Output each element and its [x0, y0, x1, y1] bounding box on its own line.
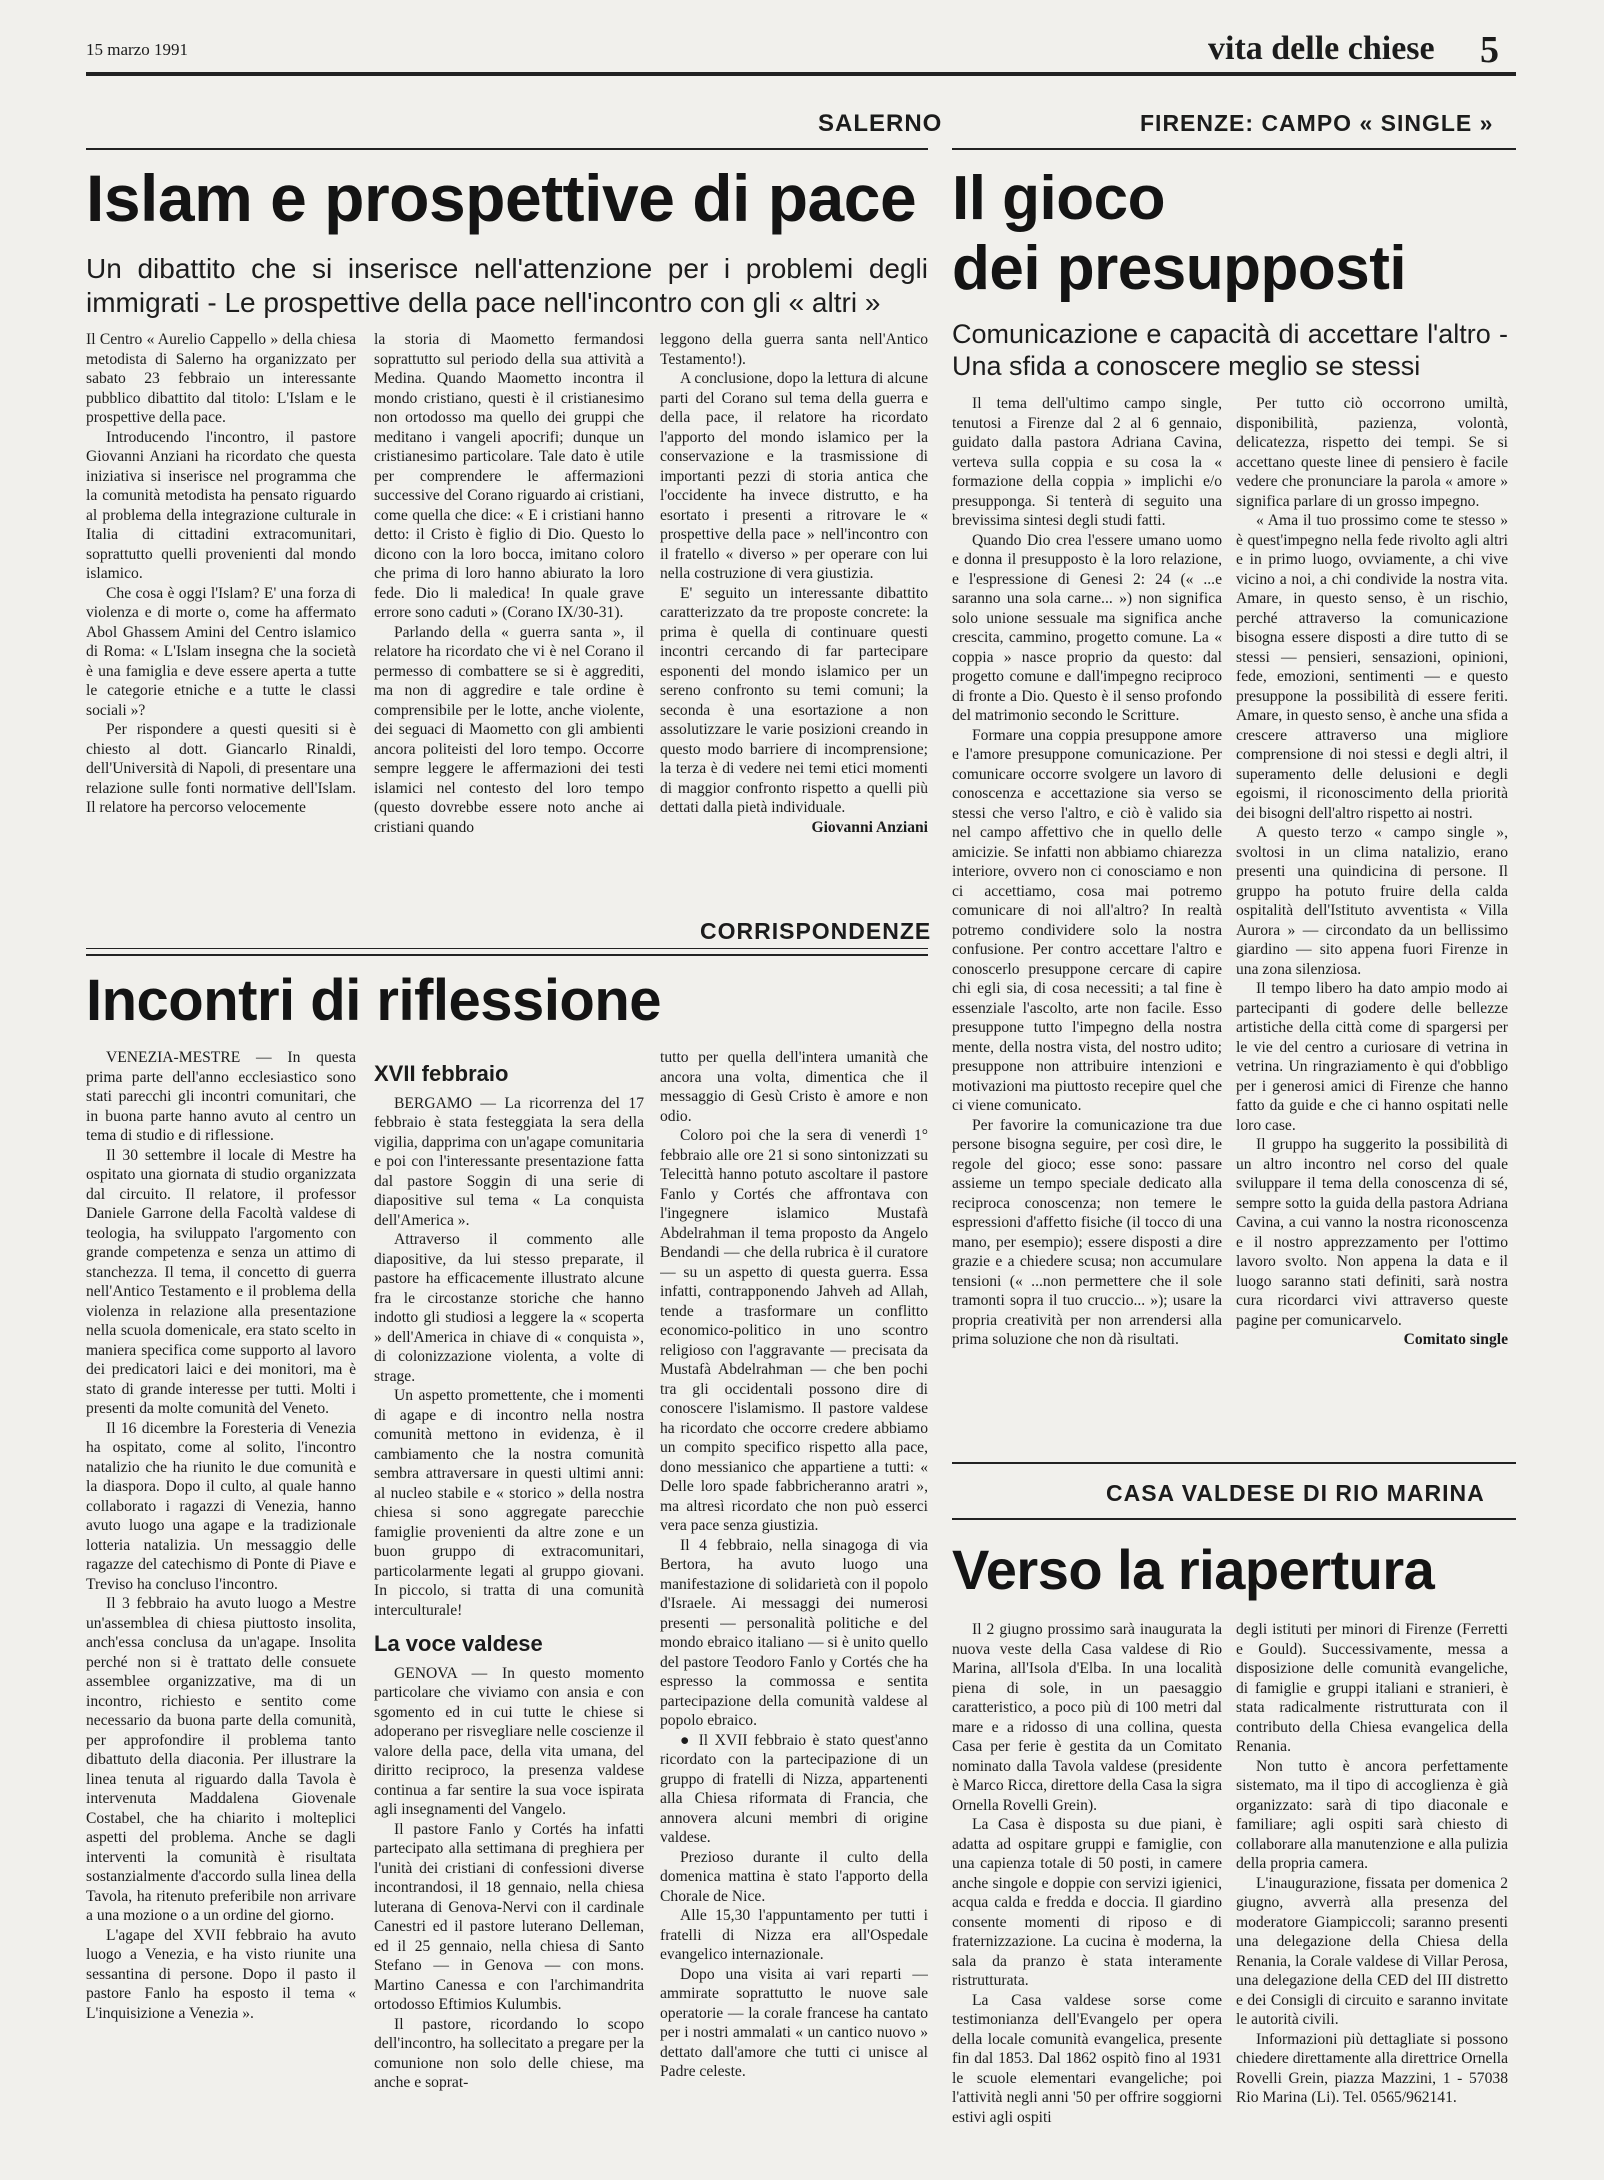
paragraph: Parlando della « guerra santa », il relatore ha ricordato che vi è nel Corano il permesso di combattere se si è aggrediti, ma non di aggredire e tale ordine è comprensibile per le lotte, anche violente, dei seguaci di Maometto con gli ambienti ancora politeisti del loro tempo. Occorre sempre leggere le affermazioni dei testi islamici nel contesto del loro tempo (questo dovrebbe essere noto anche ai cristiani quando: [374, 623, 644, 836]
corrispondenze-rule: [86, 954, 928, 956]
paragraph: GENOVA — In questo momento particolare che viviamo con ansia e con sgomento ed in cui tutte le chiese si adoperano per risvegliare nelle coscienze il valore della pace, della vita umana, del diritto reciproco, la presenza valdese continua a far sentire la sua voce ispirata agli insegnamenti del Vangelo.: [374, 1664, 644, 1818]
subheading-xvii-febbraio: XVII febbraio: [374, 1061, 509, 1086]
masthead-rule: [86, 72, 1516, 76]
firenze-kicker: FIRENZE: CAMPO « SINGLE »: [1140, 110, 1494, 136]
paragraph: Per tutto ciò occorrono umiltà, disponibilità, pazienza, volontà, delicatezza, rispetto dei tempi. Se si accettano queste linee di pensiero è facile vedere che pronunciare la parola « amore » significa parlare di un grosso impegno.: [1236, 395, 1508, 510]
paragraph: Il 2 giugno prossimo sarà inaugurata la nuova veste della Casa valdese di Rio Marina, all'Isola d'Elba. In una località piena di sole, in un paesaggio caratteristico, a poco più di 100 metri dal mare e a ridosso di una collina, questa Casa per ferie è gestita da un Comitato nominato dalla Tavola valdese (presidente è Marco Ricca, direttore della Casa la sigra Ornella Rovelli Grein).: [952, 1621, 1222, 1814]
salerno-signature: Giovanni Anziani: [811, 818, 928, 836]
paragraph: Informazioni più dettagliate si possono chiedere direttamente alla direttrice Ornella Rovelli Grein, piazza Mazzini, 1 - 57038 Rio Marina (Li). Tel. 0565/962141.: [1236, 2030, 1508, 2106]
paragraph: Il 30 settembre il locale di Mestre ha ospitato una giornata di studio organizzata dal circuito. Il relatore, il professor Daniele Garrone della Facoltà valdese di teologia, ha sviluppato l'argomento con grande competenza e senza un attimo di stanchezza. Il tema, il concetto di guerra nell'Antico Testamento e il problema della violenza in relazione alla presentazione nella scuola domenicale, era stato scelto in maniera specifica come supporto al lavoro dei predicatori laici e dei monitori, ma è stato di grande interesse per tutti. Molti i presenti da molte comunità del Veneto.: [86, 1146, 356, 1417]
paragraph: tutto per quella dell'intera umanità che ancora una volta, dimentica che il messaggio di Gesù Cristo è amore e non odio.: [660, 1049, 928, 1125]
paragraph: Per rispondere a questi quesiti si è chiesto al dott. Giancarlo Rinaldi, dell'Università di Napoli, di presentare una relazione sulle fonti normative dell'Islam. Il relatore ha percorso velocemente: [86, 721, 356, 816]
paragraph: Formare una coppia presuppone amore e l'amore presuppone comunicazione. Per comunicare occorre svolgere un lavoro di conoscenza e accettazione sia verso se stessi che verso l'altro, e ciò è valido sia nel campo affettivo che in quello delle amicizie. Se infatti non abbiamo chiarezza interiore, ovvero non ci conosciamo e non ci accettiamo, cosa mai potremo comunicare di noi all'altro? In realtà potremo condividere solo la nostra confusione. Per contro accettare l'altro e conoscerlo presuppone cercare di capire chi egli sia, di cosa necessiti; a tal fine è essenziale l'ascolto, arte non facile. Esso presuppone tutto l'impegno della nostra mente, della nostra vista, del nostro udito; presuppone non attribuire intenzioni e motivazioni ma piuttosto recepire quel che ci viene comunicato.: [952, 726, 1222, 1114]
rio-marina-column-1: [952, 1620, 1222, 2173]
paragraph: Il pastore Fanlo y Cortés ha infatti partecipato alla settimana di preghiera per l'unità dei cristiani di confessioni diverse incontrandosi, il 18 gennaio, nella chiesa luterana di Genova-Nervi con il cardinale Canestri ed il pastore luterano Delleman, ed il 25 gennaio, nella chiesa di Santo Stefano — in Genova — con mons. Martino Canessa e con l'archimandrita ortodosso Eftimios Kulumbis.: [374, 1820, 644, 2013]
firenze-column-2: [1236, 394, 1508, 1586]
paragraph: Il pastore, ricordando lo scopo dell'incontro, ha sollecitato a pregare per la comunione non solo delle chiese, ma anche e soprat-: [374, 2015, 644, 2091]
paragraph: BERGAMO — La ricorrenza del 17 febbraio è stata festeggiata la sera della vigilia, dapprima con un'agape comunitaria e poi con l'interessante presentazione fatta dal pastore Soggin di una serie di diapositive sul tema « La conquista dell'America ».: [374, 1094, 644, 1229]
paragraph: la storia di Maometto fermandosi soprattutto sul periodo della sua attività a Medina. Quando Maometto incontra il mondo cristiano, questi è il cristianesimo non ortodosso ma quello dei gruppi che meditano i vangeli apocrifi; dunque un cristianesimo particolare. Tale dato è utile per comprendere le affermazioni successive del Corano riguardo ai cristiani, come quella che dice: « E i cristiani hanno detto: il Cristo è figlio di Dio. Questo lo dicono con la loro bocca, imitano coloro che prima di loro hanno abiurato la loro fede. Dio li maledica! In quale grave errore sono caduti » (Corano IX/30-31).: [374, 331, 644, 621]
subheading-la-voce-valdese: La voce valdese: [374, 1631, 543, 1656]
corrispondenze-column-1: [86, 1048, 356, 2173]
paragraph: Per favorire la comunicazione tra due persone bisogna seguire, per così dire, le regole del gioco; esse sono: passare assieme un tempo speciale dedicato alla reciproca conoscenza; non temere le espressioni d'affetto fisiche (il tocco di una mano, per esempio); essere disposti a dire grazie e a chiedere scusa; non accumulare tensioni (« ...non permettere che il sole tramonti sopra il tuo cruccio... »); usare la propria creatività per non arrendersi alla prima soluzione che non dà risultati.: [952, 1116, 1222, 1348]
paragraph: Quando Dio crea l'essere umano uomo e donna il presupposto è la loro relazione, e l'espressione di Genesi 2: 24 (« ...e saranno una sola carne... ») non significa solo unione sessuale ma significa anche crescita, cammino, progetto comune. La « coppia » nasce proprio da questo: dal progetto comune e dall'impegno reciproco di fronte a Dio. Questo è il senso profondo del matrimonio secondo le Scritture.: [952, 531, 1222, 724]
firenze-deck: Comunicazione e capacità di accettare l'altro - Una sfida a conoscere meglio se stessi: [952, 319, 1508, 381]
paragraph: L'agape del XVII febbraio ha avuto luogo a Venezia, e ha visto riunite una sessantina di persone. Dopo il pasto il pastore Fanlo ha esposto il tema « L'inquisizione a Venezia ».: [86, 1926, 356, 2022]
masthead-section: vita delle chiese: [1208, 30, 1435, 67]
paragraph: « Ama il tuo prossimo come te stesso » è quest'impegno nella fede rivolto agli altri e in primo luogo, ovviamente, a chi vive vicino a noi, a chi condivide la nostra vita. Amare, in questo senso, è un rischio, perché attraverso la comunicazione bisogna essere disposti a dire tutto di se stessi — pensieri, sensazioni, opinioni, fede, emozioni, sentimenti — e questo presuppone la possibilità di essere feriti. Amare, in questo senso, è anche una sfida a crescere attraverso una migliore comprensione di noi stessi e degli altri, il superamento delle delusioni e degli egoismi, il riconoscimento della priorità dei bisogni dell'altro rispetto ai nostri.: [1236, 512, 1508, 822]
salerno-headline: Islam e prospettive di pace: [86, 161, 917, 235]
firenze-headline-line-2: dei presupposti: [952, 234, 1407, 303]
paragraph: E' seguito un interessante dibattito caratterizzato da tre proposte concrete: la prima è quella di continuare questi incontri cercando di far partecipare esponenti del mondo islamico per un sereno confronto su temi comuni; la seconda è una esortazione a non assolutizzare le varie posizioni creando in questo modo barriere di incomprensione; la terza è di vedere nei temi etici momenti di maggior confronto rispetto a quelli più dettati dalla pietà individuale.: [660, 584, 928, 816]
paragraph: Coloro poi che la sera di venerdì 1° febbraio alle ore 21 si sono sintonizzati su Telecittà hanno potuto ascoltare il pastore Fanlo y Cortés che affrontava con l'ingegnere islamico Mustafà Abdelrahman il tema proposto da Angelo Bendandi — che della rubrica è il curatore — su un aspetto di questa guerra. Essa infatti, contrapponendo Jahveh ad Allah, tende a trasformare un conflitto economico-politico in uno scontro religioso con l'aggravante — precisata da Mustafà Abdelrahman — che ben pochi tra gli occidentali possono dire di conoscere l'islamismo. Il pastore valdese ha ricordato che occorre credere abbiamo un compito specifico rispetto alla pace, dono messianico che appartiene a tutti: « Delle loro spade fabbricheranno aratri », ma altresì ricordato che non può esserci vera pace senza giustizia.: [660, 1127, 928, 1534]
salerno-kicker: SALERNO: [818, 110, 943, 137]
paragraph: Dopo una visita ai vari reparti — ammirate soprattutto le nuove sale operatorie — la corale francese ha cantato per i nostri ammalati « un cantico nuovo » dettato dall'amore che tutti ci unisce al Padre celeste.: [660, 1965, 928, 2080]
paragraph: Il tempo libero ha dato ampio modo ai partecipanti di godere delle bellezze artistiche della città come di spargersi per le vie del centro a curiosare di vetrina in vetrina. Un ringraziamento è qui d'obbligo per i generosi amici di Firenze che hanno fatto da guide e che ci hanno ospitati nelle loro case.: [1236, 980, 1508, 1134]
paragraph: Alle 15,30 l'appuntamento per tutti i fratelli di Nizza era all'Ospedale evangelico internazionale.: [660, 1907, 928, 1963]
firenze-rule: [952, 148, 1516, 150]
paragraph: Il 3 febbraio ha avuto luogo a Mestre un'assemblea di chiesa piuttosto insolita, anch'essa conclusa da un'agape. Insolita perché non si è trattato delle consuete assemblee organizzative, ma di un incontro, richiesto e sentito come necessario da buona parte della comunità, per approfondire il problema tanto dibattuto della diaconia. Per illustrare la linea tenuta al riguardo dalla Tavola è intervenuta Maddalena Giovenale Costabel, che ha chiarito i molteplici aspetti del problema. Anche se dagli interventi la comunità è risultata sostanzialmente d'accordo sulla linea della Tavola, ha ritenuto preferibile non arrivare a una mozione o a un ordine del giorno.: [86, 1595, 356, 1924]
salerno-rule: [86, 148, 928, 150]
salerno-column-1: [86, 330, 356, 930]
rio-marina-kicker: CASA VALDESE DI RIO MARINA: [1106, 1480, 1485, 1506]
paragraph: L'inaugurazione, fissata per domenica 2 giugno, avverrà alla presenza del moderatore Giampiccoli; saranno presenti una delegazione della Chiesa della Renania, la Corale valdese di Villar Perosa, una delegazione della CED del III distretto e dei Consigli di circuito e saranno invitate le autorità civili.: [1236, 1874, 1508, 2028]
corrispondenze-kicker: CORRISPONDENZE: [700, 918, 932, 944]
paragraph: ● Il XVII febbraio è stato quest'anno ricordato con la partecipazione di un gruppo di fratelli di Nizza, appartenenti alla Chiesa riformata di Francia, che annovera alcuni membri di origine valdese.: [660, 1731, 928, 1846]
masthead-date: 15 marzo 1991: [86, 40, 188, 59]
salerno-column-2: [374, 330, 644, 930]
paragraph: La Casa è disposta su due piani, è adatta ad ospitare gruppi e famiglie, con una capienza totale di 50 posti, in camere anche singole e doppie con servizi igienici, acqua calda e fredda e doccia. Il giardino consente momenti di riposo e di fraternizzazione. La cucina è moderna, la sala da pranzo è stata interamente ristrutturata.: [952, 1816, 1222, 1989]
paragraph: A questo terzo « campo single », svoltosi in un clima natalizio, erano presenti una quindicina di persone. Il gruppo ha potuto fruire della calda ospitalità dell'Istituto avventista « Villa Aurora » — circondato da un bellissimo giardino — sito appena fuori Firenze in una zona silenziosa.: [1236, 824, 1508, 978]
paragraph: Che cosa è oggi l'Islam? E' una forza di violenza e di morte o, come ha affermato Abol Ghassem Amini del Centro islamico di Roma: « L'Islam insegna che la società è una famiglia e deve essere aperta a tutte le categorie etniche e a tutte le classi sociali »?: [86, 584, 356, 719]
rio-marina-top-rule: [952, 1462, 1516, 1464]
paragraph: Introducendo l'incontro, il pastore Giovanni Anziani ha ricordato che questa iniziativa si inserisce nel programma che la comunità metodista ha pensato riguardo al problema della integrazione culturale in Italia di cittadini extracomunitari, soprattutto quelli provenienti dal mondo islamico.: [86, 428, 356, 582]
paragraph: Il Centro « Aurelio Cappello » della chiesa metodista di Salerno ha organizzato per sabato 23 febbraio un interessante pubblico dibattito dal titolo: L'Islam e le prospettive della pace.: [86, 331, 356, 426]
rio-marina-headline: Verso la riapertura: [952, 1538, 1435, 1601]
paragraph: Il tema dell'ultimo campo single, tenutosi a Firenze dal 2 al 6 gennaio, guidato dalla pastora Adriana Cavina, verteva sulla coppia e su cosa la « formazione della coppia » implichi e/o presupponga. Si tenterà di seguito una brevissima sintesi degli studi fatti.: [952, 395, 1222, 529]
firenze-column-1: [952, 394, 1222, 1586]
paragraph: Non tutto è ancora perfettamente sistemato, ma il tipo di accoglienza è già organizzato: sarà di tipo diaconale e familiare; agli ospiti sarà chiesto di collaborare alla manutenzione e alla pulizia della propria camera.: [1236, 1757, 1508, 1872]
corrispondenze-headline: Incontri di riflessione: [86, 968, 662, 1033]
paragraph: La Casa valdese sorse come testimonianza dell'Evangelo per opera della locale comunità evangelica, presente fin dal 1853. Dal 1862 ospitò fino al 1931 le scuole elementari evangeliche; poi l'attività negli anni '50 per offrire soggiorni estivi agli ospiti: [952, 1991, 1222, 2126]
salerno-column-3: [660, 330, 928, 940]
paragraph: Un aspetto promettente, che i momenti di agape e di incontro nella nostra comunità mettono in evidenza, è il cambiamento che la nostra comunità sembra attraversare in questi ultimi anni: al nucleo stabile e « storico » della nostra chiesa si sono aggregate parecchie famiglie provenienti da altre zone e un buon gruppo di extracomunitari, particolarmente legati al gruppo giovani. In piccolo, si tratta di una comunità interculturale!: [374, 1387, 644, 1619]
rio-marina-column-2: [1236, 1620, 1508, 2173]
paragraph: Il 16 dicembre la Foresteria di Venezia ha ospitato, come al solito, l'incontro natalizio che ha riunito le due comunità e la diaspora. Dopo il culto, al quale hanno collaborato i ragazzi di Venezia, hanno avuto luogo una agape e la tradizionale lotteria natalizia. Un messaggio delle ragazze del catechismo di Ponte di Piave e Treviso ha concluso l'incontro.: [86, 1419, 356, 1593]
paragraph: A conclusione, dopo la lettura di alcune parti del Corano sul tema della guerra e della pace, il relatore ha ricordato l'apporto del mondo islamico per la conservazione e la trasmissione di importanti pezzi di storia antica che l'occidente ha invece distrutto, e ha esortato i presenti a ritrovare le « prospettive della pace » nell'incontro con il fratello « diverso » per operare con lui nella costruzione di vera giustizia.: [660, 370, 928, 582]
paragraph: VENEZIA-MESTRE — In questa prima parte dell'anno ecclesiastico sono stati parecchi gli incontri comunitari, che in buona parte hanno avuto al centro un tema di studio e di riflessione.: [86, 1049, 356, 1144]
paragraph: Il gruppo ha suggerito la possibilità di un altro incontro nel corso del quale sviluppare il tema della conoscenza di sé, sempre sotto la guida della pastora Adriana Cavina, a cui vanno la nostra riconoscenza e il nostro apprezzamento per l'ottimo lavoro svolto. Non appena la data e il luogo saranno stati definiti, sarà nostra cura ricordarci vivi attraverso queste pagine per comunicarvelo.: [1236, 1136, 1508, 1329]
corrispondenze-column-3: [660, 1048, 928, 2173]
firenze-signature: Comitato single: [1403, 1331, 1508, 1348]
corrispondenze-top-rule: [86, 948, 928, 949]
paragraph: degli istituti per minori di Firenze (Ferretti e Gould). Successivamente, messa a disposizione delle comunità evangeliche, di famiglie e gruppi italiani e stranieri, è stata radicalmente ristrutturata con il contributo della Chiesa evangelica della Renania.: [1236, 1621, 1508, 1755]
corrispondenze-column-2: [374, 1060, 644, 2173]
rio-marina-rule: [952, 1518, 1516, 1520]
salerno-deck: Un dibattito che si inserisce nell'attenzione per i problemi degli immigrati - Le prospettive della pace nell'incontro con gli « altri »: [86, 253, 928, 318]
page-number: 5: [1480, 29, 1499, 71]
paragraph: Attraverso il commento alle diapositive, da lui stesso preparate, il pastore ha efficacemente illustrato alcune fra le circostanze storiche che hanno indotto gli studiosi a leggere la « scoperta » dell'America in chiave di « conquista », di colonizzazione violenta, a volte di strage.: [374, 1231, 644, 1385]
paragraph: leggono della guerra santa nell'Antico Testamento!).: [660, 331, 928, 368]
paragraph: Prezioso durante il culto della domenica mattina è stato l'apporto della Chorale de Nice.: [660, 1848, 928, 1905]
paragraph: Il 4 febbraio, nella sinagoga di via Bertora, ha avuto luogo una manifestazione di solidarietà con il popolo d'Israele. Ai messaggi dei numerosi presenti — personalità politiche e del mondo ebraico italiano — si è unito quello del pastore Teodoro Fanlo y Cortés che ha espresso la commossa e sentita partecipazione della comunità valdese al popolo ebraico.: [660, 1536, 928, 1729]
firenze-headline-line-1: Il gioco: [952, 164, 1165, 233]
